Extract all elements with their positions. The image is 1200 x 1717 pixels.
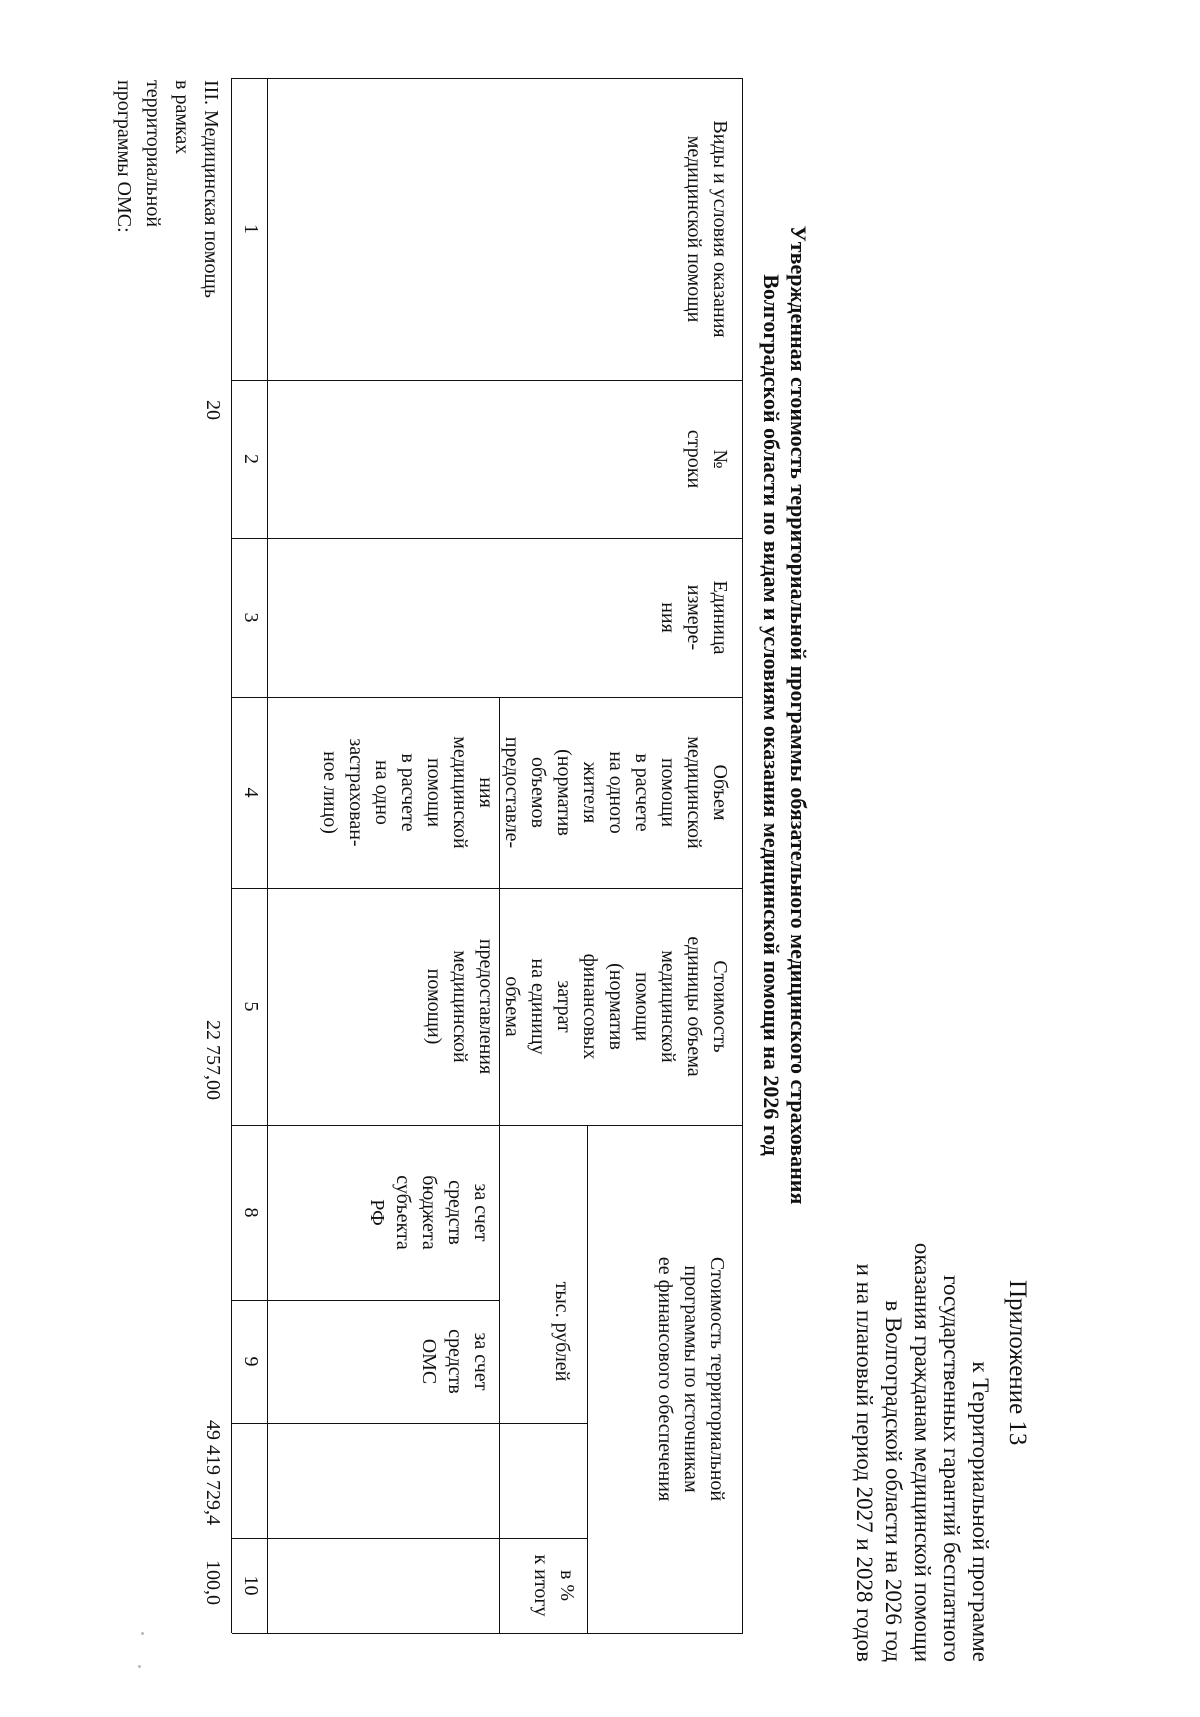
column-divider — [232, 1423, 588, 1424]
header-unit-cost — [421, 888, 733, 1125]
column-divider — [232, 380, 743, 381]
scan-speck — [138, 1665, 141, 1668]
header-text: к итогу — [530, 1554, 552, 1617]
header-text: измере- — [683, 584, 705, 651]
header-text: РФ — [366, 1199, 388, 1226]
header-budget-source — [364, 1125, 494, 1300]
header-text: № — [709, 449, 731, 469]
row-label-line: в рамках — [171, 80, 193, 155]
subtitle-line: оказания гражданам медицинской помощи — [910, 1242, 935, 1662]
header-row-number — [681, 380, 733, 538]
header-text: Стоимость — [709, 960, 731, 1053]
header-text: предоставле- — [501, 736, 523, 849]
header-text: объема — [501, 976, 523, 1037]
header-text: ния — [475, 777, 497, 808]
header-thousand-rubles — [549, 1125, 575, 1538]
header-text: бюджета — [418, 1175, 440, 1250]
header-volume — [317, 697, 733, 888]
header-text: за счет — [470, 1183, 492, 1242]
row-label — [109, 80, 225, 298]
per-capita-oms-value: 22 757,00 — [202, 1020, 224, 1100]
cost-oms-value: 49 419 729,4 — [202, 1420, 224, 1525]
row-label-line: программы ОМС: — [113, 80, 135, 233]
column-number: 3 — [240, 612, 262, 623]
header-text: Единица — [709, 580, 731, 655]
column-number: 4 — [240, 787, 262, 798]
header-text: единицы объема — [683, 936, 705, 1077]
header-text: средств — [444, 1180, 466, 1245]
column-number: 10 — [240, 1575, 262, 1596]
row-label-line: III. Медицинская помощь — [200, 80, 222, 298]
header-text: (норматив — [553, 749, 575, 836]
header-text: на одного — [605, 751, 627, 834]
header-text: на единицу — [527, 958, 549, 1055]
appendix-subtitle — [850, 1000, 995, 1662]
header-text: объемов — [527, 757, 549, 828]
title-line-2: Волгоградской области по видам и условиям оказания медицинской помощи на 2026 год — [759, 274, 784, 1156]
header-text: медицинской — [683, 736, 705, 849]
header-text: застрахован- — [345, 738, 367, 847]
table-border-top — [742, 78, 743, 1633]
header-text: субъекта — [392, 1175, 414, 1250]
header-oms-source — [416, 1300, 494, 1423]
cost-subheader-line-1 — [587, 1125, 588, 1633]
header-kinds-of-care-text: Виды и условия оказания медицинской помощи — [683, 120, 731, 338]
header-text: (норматив — [605, 963, 627, 1050]
header-text: ное лицо) — [319, 751, 341, 834]
header-text: в расчете — [631, 753, 653, 832]
header-text: строки — [683, 429, 705, 489]
header-text: медицинской — [657, 950, 679, 1063]
header-percent-of-total — [528, 1538, 580, 1633]
header-text: ния — [657, 602, 679, 633]
percent-value: 100,0 — [202, 1560, 224, 1605]
column-number: 5 — [240, 1001, 262, 1012]
header-text: программы по источникам — [680, 1265, 702, 1493]
header-text: медицинской — [449, 950, 471, 1063]
header-text: помощи — [631, 971, 653, 1042]
header-text: помощи) — [423, 968, 445, 1045]
header-cost-by-source — [652, 1125, 730, 1633]
column-number: 2 — [240, 454, 262, 464]
subtitle-line: государственных гарантий бесплатного — [939, 1275, 964, 1662]
header-kinds-of-care — [681, 78, 733, 380]
subtitle-line: в Волгоградской области на 2026 год — [881, 1300, 906, 1662]
title-line-1: Утвержденная стоимость территориальной программы обязательного медицинского страхования — [786, 225, 811, 1205]
table-number-row-line — [267, 78, 268, 1633]
header-text: жителя — [579, 761, 601, 824]
header-text: на одно — [371, 760, 393, 825]
header-unit — [655, 538, 733, 697]
appendix-number: Приложение 13 — [1004, 1280, 1031, 1446]
header-text: помощи — [657, 757, 679, 828]
header-text: в % — [556, 1569, 578, 1602]
header-text: средств — [444, 1329, 466, 1394]
column-number: 1 — [240, 224, 262, 234]
header-text: тыс. рублей — [551, 1281, 573, 1382]
column-divider — [232, 1633, 588, 1634]
scan-speck — [141, 1632, 144, 1635]
subtitle-line: и на плановый период 2027 и 2028 годов — [852, 1263, 877, 1662]
table-border-left — [232, 78, 743, 79]
subtitle-line: к Территориальной программе — [968, 1361, 993, 1662]
row-number-value: 20 — [202, 400, 224, 420]
header-text: помощи — [423, 757, 445, 828]
document-title — [758, 115, 812, 1315]
table-border-bottom — [231, 78, 232, 1633]
header-text: в расчете — [397, 753, 419, 832]
header-text: Объем — [709, 764, 731, 821]
column-number: 9 — [240, 1356, 262, 1367]
header-text: затрат — [553, 980, 575, 1033]
row-label-line: территориальной — [142, 80, 164, 228]
cost-subheader-line-2 — [499, 1125, 500, 1633]
header-text: ОМС — [418, 1338, 440, 1385]
header-text: Стоимость территориальной — [706, 1256, 728, 1502]
header-text: медицинской — [449, 736, 471, 849]
header-text: предоставления — [475, 938, 497, 1075]
column-number: 8 — [240, 1207, 262, 1218]
header-text: ее финансового обеспечения — [654, 1256, 676, 1502]
header-text: финансовых — [579, 953, 601, 1060]
header-text: за счет — [470, 1332, 492, 1391]
